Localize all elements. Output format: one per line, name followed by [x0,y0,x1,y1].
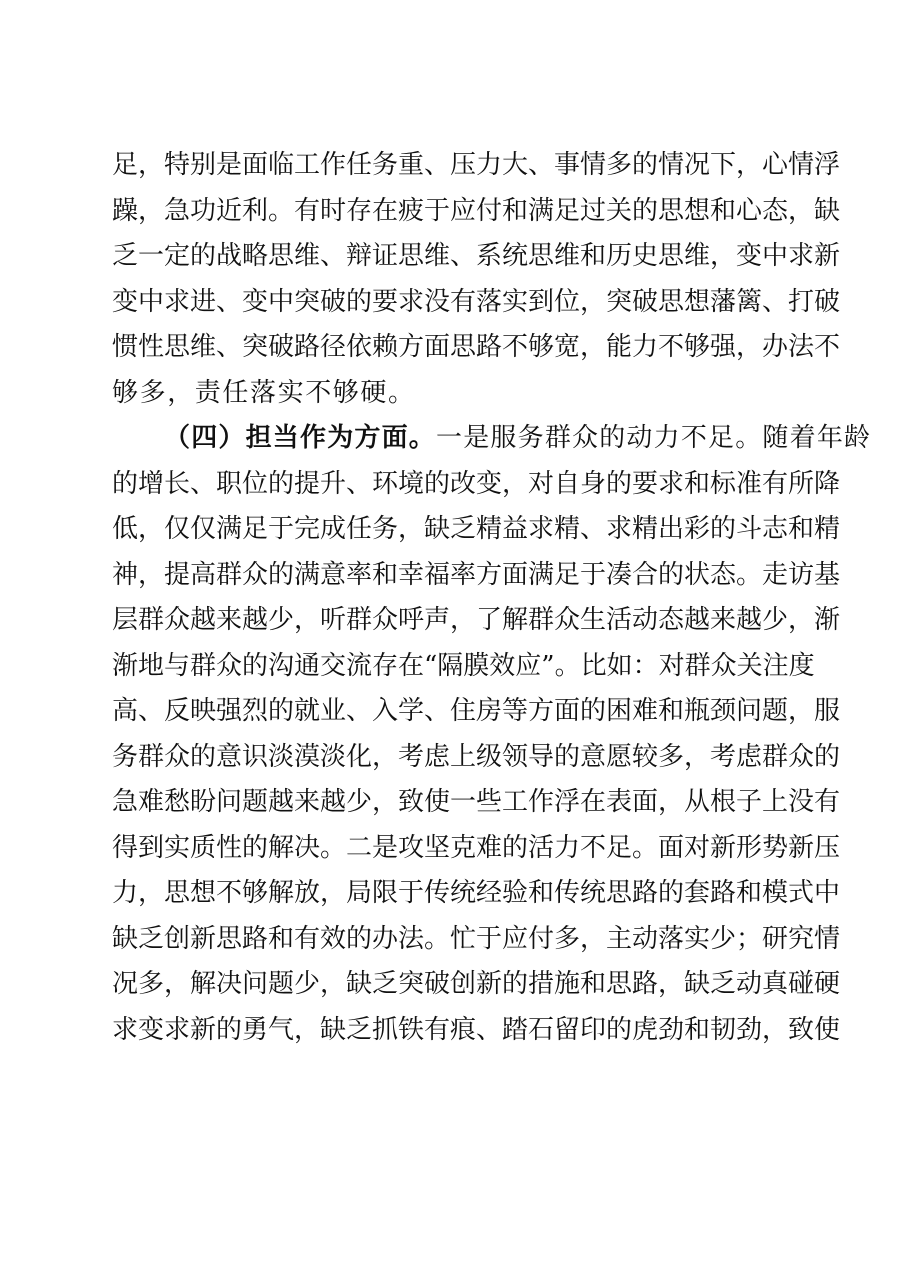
text-line: 务群众的意识淡漠淡化，考虑上级领导的意愿较多，考虑群众的 [112,741,841,772]
section-heading: （四）担当作为方面。 [164,423,437,453]
text-line: 乏一定的战略思维、辩证思维、系统思维和历史思维，变中求新 [112,241,841,271]
paragraph-2 [112,416,872,1053]
text-line: 躁，急功近利。有时存在疲于应付和满足过关的思想和心态，缺 [112,195,841,226]
text-line: 缺乏创新思路和有效的办法。忙于应付多，主动落实少；研究情 [112,923,841,954]
text-line-first [112,416,872,462]
text-line: 神，提高群众的满意率和幸福率方面满足于凑合的状态。走访基 [112,559,841,590]
text-line: 求变求新的勇气，缺乏抓铁有痕、踏石留印的虎劲和韧劲，致使 [112,1014,841,1045]
text-line: 足，特别是面临工作任务重、压力大、事情多的情况下，心情浮 [112,150,841,180]
text-line: 够多，责任落实不够硬。 [112,377,416,408]
text-line: 变中求进、变中突破的要求没有落实到位，突破思想藩篱、打破 [112,286,841,317]
text-line: 况多，解决问题少，缺乏突破创新的措施和思路，缺乏动真碰硬 [112,969,841,999]
text-line: 高、反映强烈的就业、入学、住房等方面的困难和瓶颈问题，服 [112,696,841,726]
text-line: 力，思想不够解放，局限于传统经验和传统思路的套路和模式中 [112,878,841,908]
text-line: 的增长、职位的提升、环境的改变，对自身的要求和标准有所降 [112,468,841,499]
document-body [112,143,872,1053]
text-line: 层群众越来越少，听群众呼声，了解群众生活动态越来越少，渐 [112,605,841,635]
text-line: 低，仅仅满足于完成任务，缺乏精益求精、求精出彩的斗志和精 [112,514,841,544]
text-line: 渐地与群众的沟通交流存在“隔膜效应”。比如：对群众关注度 [112,650,815,681]
paragraph-1 [112,143,841,416]
text-line: 得到实质性的解决。二是攻坚克难的活力不足。面对新形势新压 [112,832,841,863]
text-line: 急难愁盼问题越来越少，致使一些工作浮在表面，从根子上没有 [112,787,841,817]
text-line: 惯性思维、突破路径依赖方面思路不够宽，能力不够强，办法不 [112,332,841,362]
first-line-text: 一是服务群众的动力不足。随着年龄 [436,423,872,453]
